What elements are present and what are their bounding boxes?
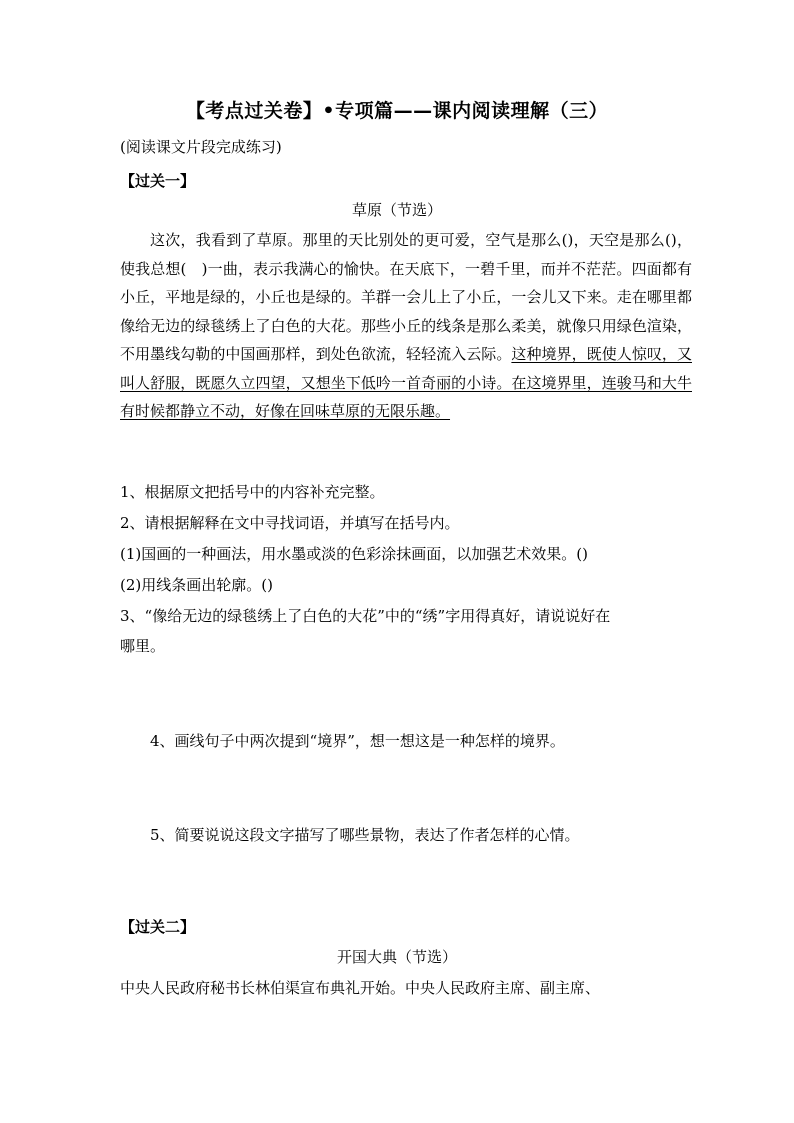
question-1: 1、根据原文把括号中的内容补充完整。: [120, 483, 385, 501]
question-5: 5、简要说说这段文字描写了哪些景物，表达了作者怎样的心情。: [150, 826, 580, 844]
page-title: 【考点过关卷】•专项篇——课内阅读理解（三）: [185, 100, 609, 122]
question-2: 2、请根据解释在文中寻找词语，并填写在括号内。: [120, 514, 460, 532]
question-3-line-1: 3、“像给无边的绿毯绣上了白色的大花”中的“绣”字用得真好，请说说好在: [120, 607, 611, 625]
question-4: 4、画线句子中两次提到“境界”，想一想这是一种怎样的境界。: [150, 732, 565, 750]
passage-1-title: 草原（节选）: [351, 201, 442, 219]
question-3-line-2: 哪里。: [120, 637, 166, 655]
passage-1-underlined-sentence: 这种境界，既使人惊叹，又叫人舒服，既愿久立四望，又想坐下低吟一首奇丽的小诗。在这境界里，连骏马和大牛有时候都静立不动，好像在回味草原的无限乐趣。: [120, 345, 692, 420]
instruction-text: (阅读课文片段完成练习): [120, 138, 282, 156]
question-2-2: (2)用线条画出轮廓。(): [120, 576, 273, 594]
passage-2-title: 开国大典（节选）: [336, 948, 457, 966]
passage-1-text: 这次，我看到了草原。那里的天比别处的更可爱，空气是那么()，天空是那么()，使我总想( )一曲，表示我满心的愉快。在天底下，一碧千里，而并不茫茫。四面都有小丘，平地是绿的，小丘也是绿的。羊群一会儿上了小丘，一会儿又下来。走在哪里都像给无边的绿毯绣上了白色的大花。那些小丘的线条是那么柔美，就像只用绿色渲染，不用墨线勾勒的中国画那样，到处色欲流，轻轻流入云际。: [120, 231, 692, 363]
passage-1: [120, 226, 692, 426]
section-1-heading: 【过关一】: [120, 172, 196, 190]
passage-2-text: 中央人民政府秘书长林伯渠宣布典礼开始。中央人民政府主席、副主席、: [120, 979, 601, 997]
question-2-1: (1)国画的一种画法，用水墨或淡的色彩涂抹画面，以加强艺术效果。(): [120, 545, 588, 563]
section-2-heading: 【过关二】: [120, 918, 196, 936]
